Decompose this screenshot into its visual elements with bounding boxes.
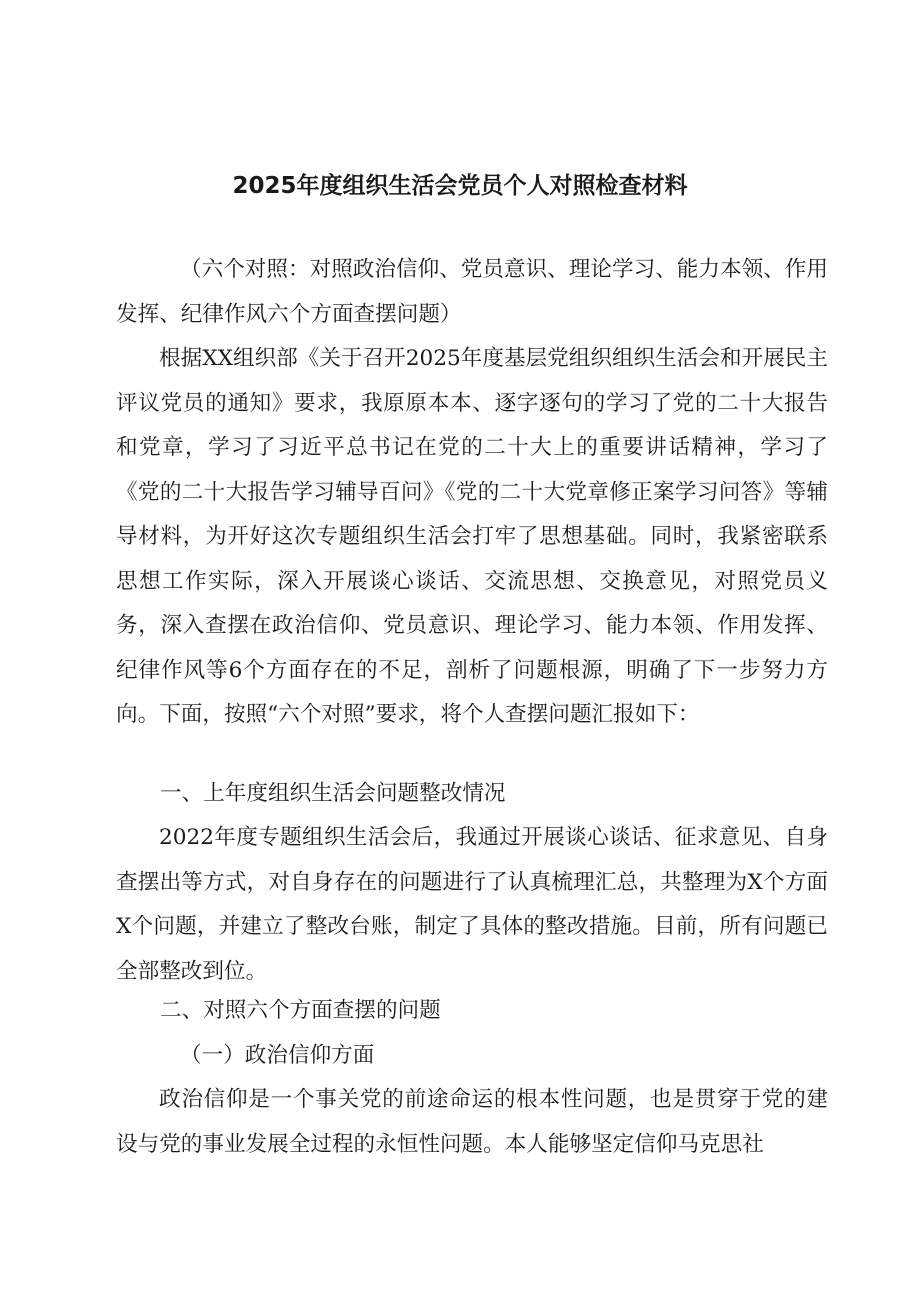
subsection-1-paragraph: 政治信仰是一个事关党的前途命运的根本性问题，也是贯穿于党的建设与党的事业发展全过程的永恒性问题。本人能够坚定信仰马克思社 [116, 1087, 828, 1157]
subsection-heading-1: （一）政治信仰方面 [180, 1043, 375, 1068]
section-1-paragraph: 2022年度专题组织生活会后，我通过开展谈心谈话、征求意见、自身查摆出等方式，对自身存在的问题进行了认真梳理汇总，共整理为X个方面X个问题，并建立了整改台账，制定了具体的整改措施。目前，所有问题已全部整改到位。 [116, 825, 828, 984]
section-heading-1: 一、上年度组织生活会问题整改情况 [160, 781, 506, 806]
section-heading-2: 二、对照六个方面查摆的问题 [160, 998, 441, 1023]
document-title: 2025年度组织生活会党员个人对照检查材料 [232, 173, 688, 199]
intro-paragraph: 根据XX组织部《关于召开2025年度基层党组织组织生活会和开展民主评议党员的通知》要求，我原原本本、逐字逐句的学习了党的二十大报告和党章，学习了习近平总书记在党的二十大上的重要讲话精神，学习了《党的二十大报告学习辅导百问》《党的二十大党章修正案学习问答》等辅导材料，为开好这次专题组织生活会打牢了思想基础。同时，我紧密联系思想工作实际，深入开展谈心谈话、交流思想、交换意见，对照党员义务，深入查摆在政治信仰、党员意识、理论学习、能力本领、作用发挥、纪律作风等6个方面存在的不足，剖析了问题根源，明确了下一步努力方向。下面，按照“六个对照”要求，将个人查摆问题汇报如下： [116, 346, 828, 727]
document-subtitle: （六个对照：对照政治信仰、党员意识、理论学习、能力本领、作用发挥、纪律作风六个方面查摆问题） [116, 257, 828, 327]
